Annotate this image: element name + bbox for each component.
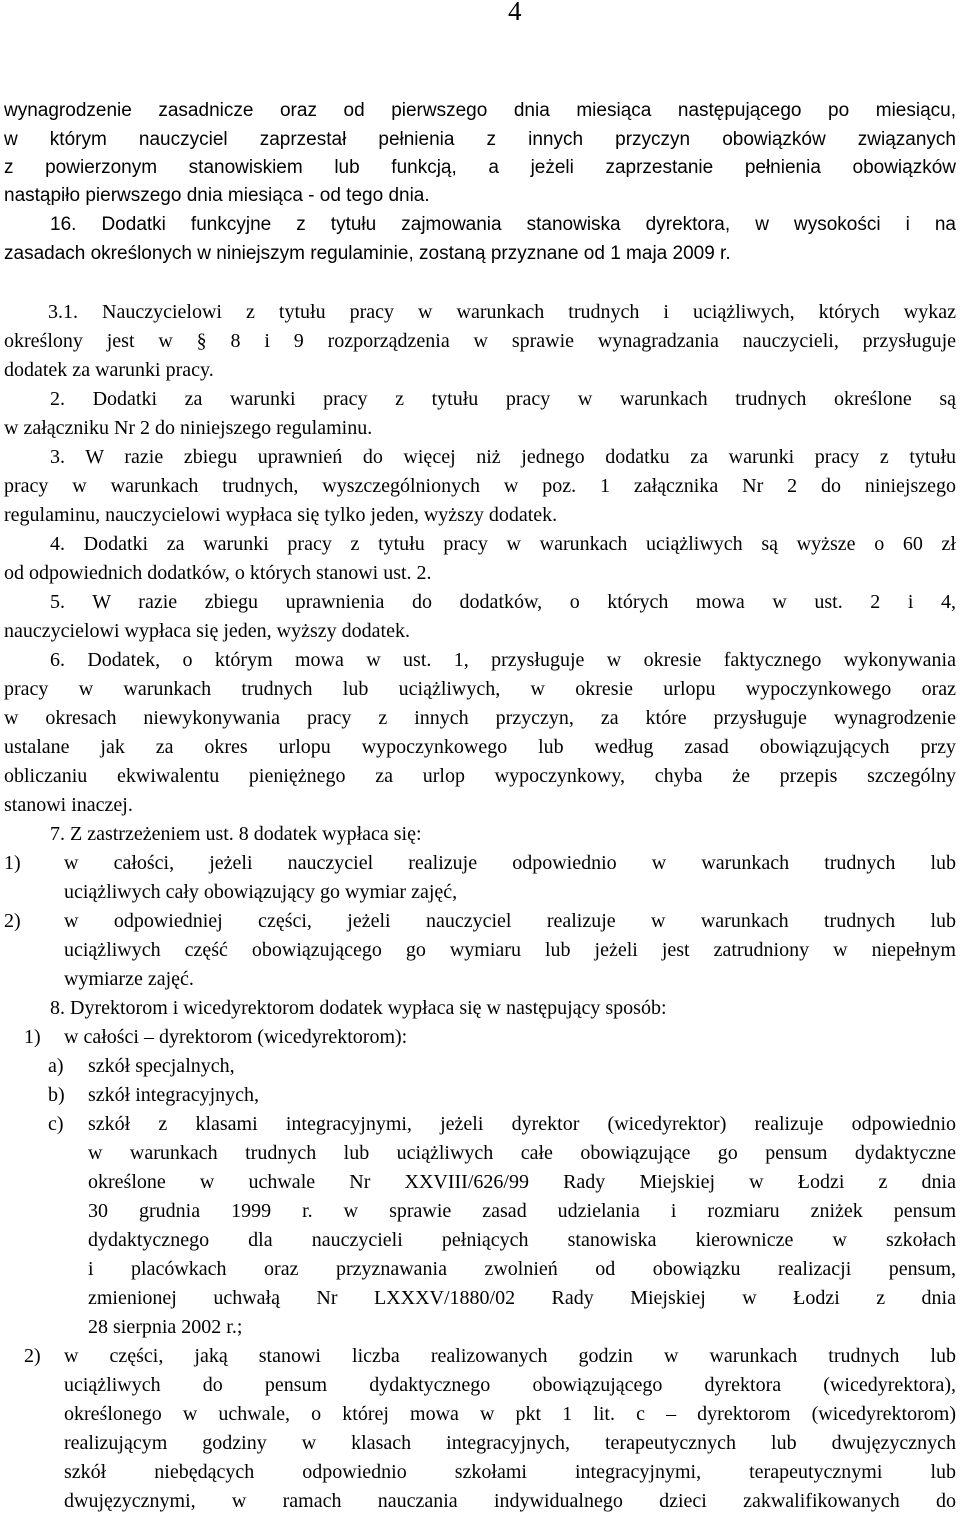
text-line: uciążliwych cały obowiązujący go wymiar zajęć, bbox=[64, 881, 458, 903]
text-line: szkół integracyjnych, bbox=[88, 1084, 260, 1106]
text-line: określonego w uchwale, o której mowa w pkt 1 lit. c – dyrektorom (wicedyrektorom) bbox=[64, 1403, 956, 1425]
text-line: 3.1. Nauczycielowi z tytułu pracy w warunkach trudnych i uciążliwych, których wykaz bbox=[48, 301, 956, 323]
text-line: szkół z klasami integracyjnymi, jeżeli dyrektor (wicedyrektor) realizuje odpowiednio bbox=[88, 1113, 956, 1135]
text-line: 30 grudnia 1999 r. w sprawie zasad udzielania i rozmiaru zniżek pensum bbox=[88, 1200, 956, 1222]
text-line: 2. Dodatki za warunki pracy z tytułu pracy w warunkach trudnych określone są bbox=[50, 388, 956, 410]
text-line: uciążliwych do pensum dydaktycznego obowiązującego dyrektora (wicedyrektora), bbox=[64, 1374, 956, 1396]
text-line: w załączniku Nr 2 do niniejszego regulaminu. bbox=[4, 417, 373, 439]
list-label: 1) bbox=[24, 1026, 41, 1048]
text-line: 3. W razie zbiegu uprawnień do więcej niż jednego dodatku za warunki pracy z tytułu bbox=[50, 446, 956, 468]
text-line: 28 sierpnia 2002 r.; bbox=[88, 1316, 243, 1338]
text-line: dwujęzycznymi, w ramach nauczania indywidualnego dzieci zakwalifikowanych do bbox=[64, 1490, 956, 1512]
text-line: nastąpiło pierwszego dnia miesiąca - od tego dnia. bbox=[4, 185, 430, 206]
text-line: 6. Dodatek, o którym mowa w ust. 1, przysługuje w okresie faktycznego wykonywania bbox=[50, 649, 956, 671]
text-line: 8. Dyrektorom i wicedyrektorom dodatek wypłaca się w następujący sposób: bbox=[50, 997, 667, 1019]
text-line: szkół specjalnych, bbox=[88, 1055, 235, 1077]
text-line: szkół niebędących odpowiednio szkołami integracyjnymi, terapeutycznymi lub bbox=[64, 1461, 956, 1483]
text-line: obliczaniu ekwiwalentu pieniężnego za urlop wypoczynkowy, chyba że przepis szczególny bbox=[4, 765, 956, 787]
text-line: w całości – dyrektorom (wicedyrektorom): bbox=[64, 1026, 408, 1048]
text-line: ustalane jak za okres urlopu wypoczynkowego lub według zasad obowiązujących przy bbox=[4, 736, 956, 758]
text-line: 5. W razie zbiegu uprawnienia do dodatków, o których mowa w ust. 2 i 4, bbox=[50, 591, 956, 613]
text-line: z powierzonym stanowiskiem lub funkcją, a jeżeli zaprzestanie pełnienia obowiązków bbox=[4, 157, 956, 178]
text-line: zasadach określonych w niniejszym regulaminie, zostaną przyznane od 1 maja 2009 r. bbox=[4, 243, 731, 264]
page-number: 4 bbox=[508, 0, 522, 26]
list-label: 2) bbox=[24, 1345, 41, 1367]
list-label: c) bbox=[48, 1113, 64, 1135]
text-line: 16. Dodatki funkcyjne z tytułu zajmowania stanowiska dyrektora, w wysokości i na bbox=[50, 214, 956, 235]
text-line: regulaminu, nauczycielowi wypłaca się tylko jeden, wyższy dodatek. bbox=[4, 504, 558, 526]
list-label: b) bbox=[48, 1084, 65, 1106]
text-line: realizującym godziny w klasach integracyjnych, terapeutycznych lub dwujęzycznych bbox=[64, 1432, 956, 1454]
text-line: w części, jaką stanowi liczba realizowanych godzin w warunkach trudnych lub bbox=[64, 1345, 956, 1367]
text-line: w którym nauczyciel zaprzestał pełnienia z innych przyczyn obowiązków związanych bbox=[4, 129, 956, 150]
list-label: 1) bbox=[4, 852, 21, 874]
list-label: 2) bbox=[4, 910, 21, 932]
text-line: nauczycielowi wypłaca się jeden, wyższy dodatek. bbox=[4, 620, 410, 642]
text-line: w całości, jeżeli nauczyciel realizuje odpowiednio w warunkach trudnych lub bbox=[64, 852, 956, 874]
text-line: w okresach niewykonywania pracy z innych przyczyn, za które przysługuje wynagrodzenie bbox=[4, 707, 956, 729]
text-line: 7. Z zastrzeżeniem ust. 8 dodatek wypłaca się: bbox=[50, 823, 422, 845]
text-line: w odpowiedniej części, jeżeli nauczyciel realizuje w warunkach trudnych lub bbox=[64, 910, 956, 932]
text-line: uciążliwych część obowiązującego go wymiaru lub jeżeli jest zatrudniony w niepełnym bbox=[64, 939, 956, 961]
text-line: pracy w warunkach trudnych, wyszczególnionych w poz. 1 załącznika Nr 2 do niniejszego bbox=[4, 475, 956, 497]
text-line: dydaktycznego dla nauczycieli pełniących stanowiska kierownicze w szkołach bbox=[88, 1229, 956, 1251]
text-line: określony jest w § 8 i 9 rozporządzenia w sprawie wynagradzania nauczycieli, przysługuje bbox=[4, 330, 956, 352]
text-line: wynagrodzenie zasadnicze oraz od pierwszego dnia miesiąca następującego po miesiącu, bbox=[4, 100, 956, 121]
text-line: określone w uchwale Nr XXVIII/626/99 Rady Miejskiej w Łodzi z dnia bbox=[88, 1171, 956, 1193]
text-line: w warunkach trudnych lub uciążliwych całe obowiązujące go pensum dydaktyczne bbox=[88, 1142, 956, 1164]
list-label: a) bbox=[48, 1055, 64, 1077]
text-line: od odpowiednich dodatków, o których stanowi ust. 2. bbox=[4, 562, 432, 584]
text-line: 4. Dodatki za warunki pracy z tytułu pracy w warunkach uciążliwych są wyższe o 60 zł bbox=[50, 533, 956, 555]
text-line: i placówkach oraz przyznawania zwolnień od obowiązku realizacji pensum, bbox=[88, 1258, 956, 1280]
text-line: dodatek za warunki pracy. bbox=[4, 359, 214, 381]
text-line: stanowi inaczej. bbox=[4, 794, 133, 816]
text-line: zmienionej uchwałą Nr LXXXV/1880/02 Rady Miejskiej w Łodzi z dnia bbox=[88, 1287, 956, 1309]
text-line: wymiarze zajęć. bbox=[64, 968, 194, 990]
text-line: pracy w warunkach trudnych lub uciążliwych, w okresie urlopu wypoczynkowego oraz bbox=[4, 678, 956, 700]
